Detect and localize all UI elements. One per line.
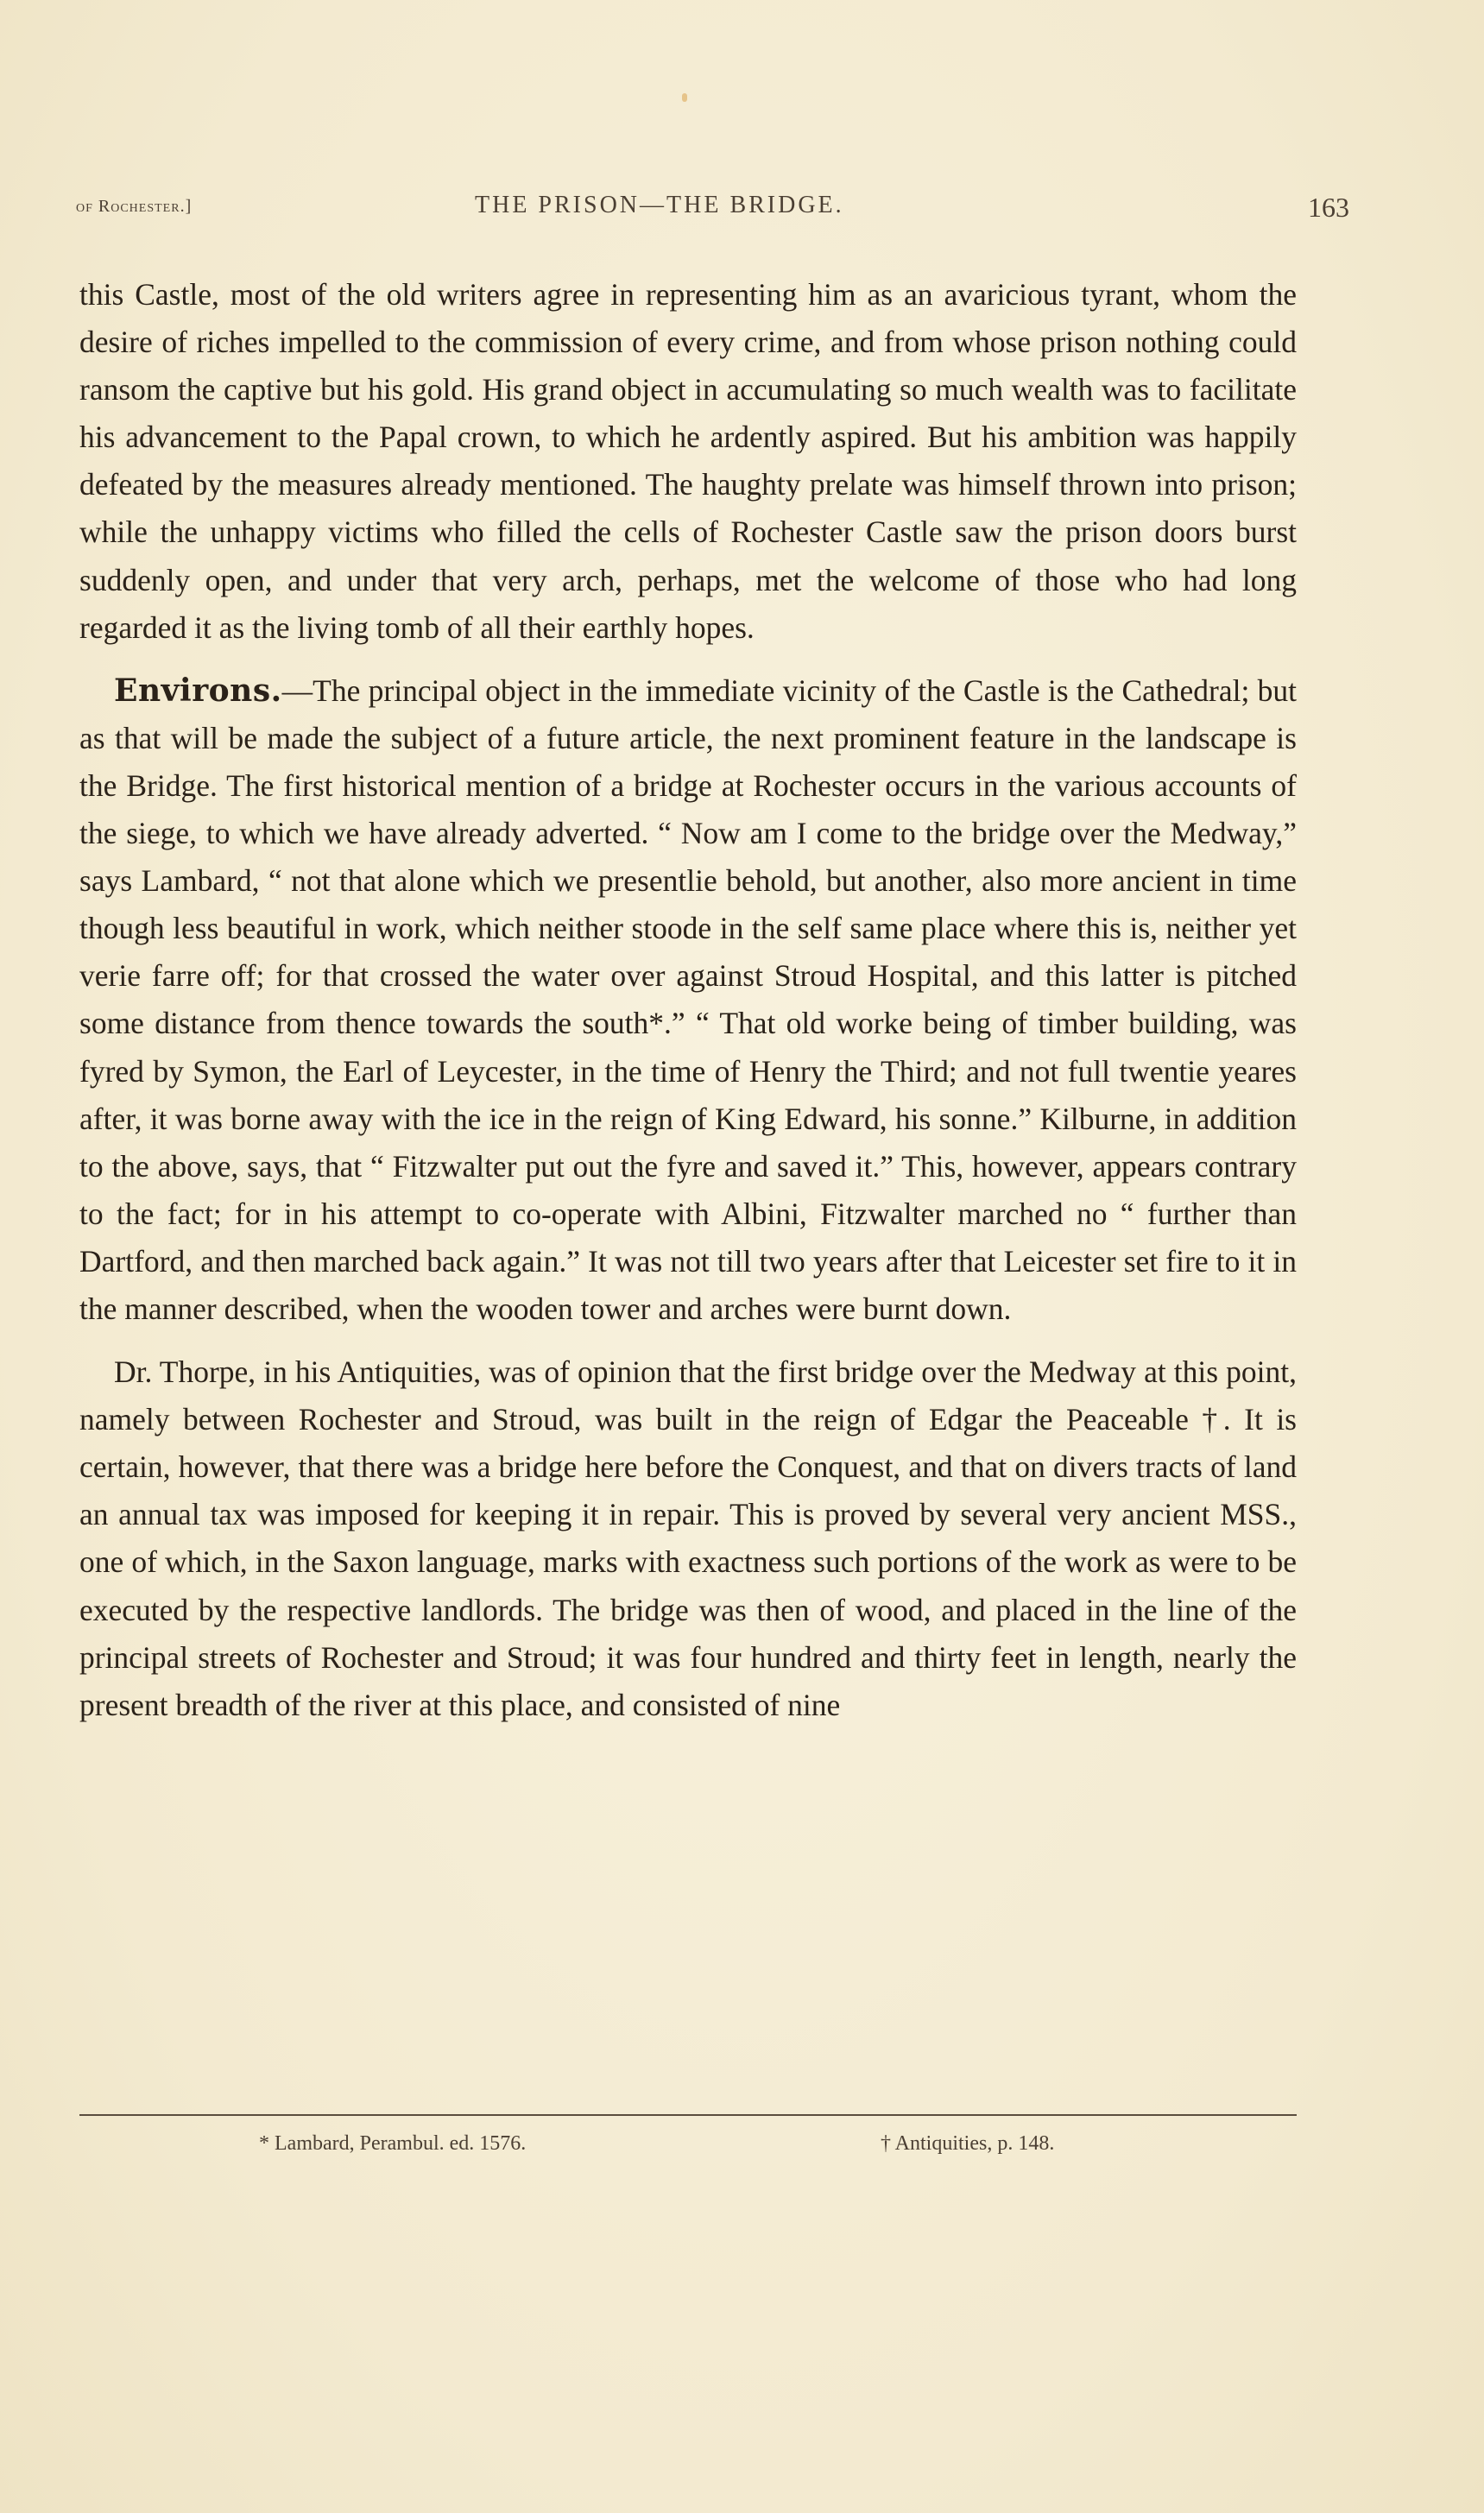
page-number: 163 [1308, 192, 1349, 223]
footnote-rule [79, 2114, 1297, 2116]
section-title-environs: Environs. [114, 672, 282, 709]
running-head-left: of Rochester.] [76, 197, 193, 216]
footnote-lambard: * Lambard, Perambul. ed. 1576. [259, 2132, 527, 2155]
ink-speck [682, 93, 687, 102]
paragraph-thorpe: Dr. Thorpe, in his Antiquities, was of opinion that the first bridge over the Medway at this point, namely between Rochester and Stroud, was built in the reign of Edgar the Peaceable †. It is certain, however, that there was a bridge here before the Conquest, and that on divers tracts of land an annual tax was imposed for keeping it in repair. This is proved by several very ancient MSS., one of which, in the Saxon language, marks with exactness such portions of the work as were to be executed by the respective landlords. The bridge was then of wood, and placed in the line of the principal streets of Rochester and Stroud; it was four hundred and thirty feet in length, nearly the present breadth of the river at this place, and consisted of nine [79, 1354, 1297, 1722]
paragraph-environs-text: —The principal object in the immediate vicinity of the Castle is the Cathedral; but as that will be made the subject of a future article, the next prominent feature in the landscape is the Bridge. The first historical mention of a bridge at Rochester occurs in the various accounts of the siege, to which we have already adverted. “ Now am I come to the bridge over the Medway,” says Lambard, “ not that alone which we presentlie behold, but another, also more ancient in time though less beautiful in work, which neither stoode in the self same place where this is, neither yet verie farre off; for that crossed the water over against Stroud Hospital, and this latter is pitched some distance from thence towards the south*.” “ That old worke being of timber building, was fyred by Symon, the Earl of Leycester, in the time of Henry the Third; and not full twentie yeares after, it was borne away with the ice in the reign of King Edward, his sonne.” Kilburne, in addition to the above, says, that “ Fitzwalter put out the fyre and saved it.” This, however, appears contrary to the fact; for in his attempt to co-operate with Albini, Fitzwalter marched no “ further than Dartford, and then marched back again.” It was not till two years after that Leicester set fire to it in the manner described, when the wooden tower and arches were burnt down. [79, 672, 1297, 1326]
paragraph-environs [79, 667, 1297, 1333]
running-head [76, 192, 1349, 226]
paragraph-castle: this Castle, most of the old writers agree in representing him as an avaricious tyrant, whom the desire of riches impelled to the commission of every crime, and from whose prison nothing could ransom the captive but his gold. His grand object in accumulating so much wealth was to facilitate his advancement to the Papal crown, to which he ardently aspired. But his ambition was happily defeated by the measures already mentioned. The haughty prelate was himself thrown into prison; while the unhappy victims who filled the cells of Rochester Castle saw the prison doors burst suddenly open, and under that very arch, perhaps, met the welcome of those who had long regarded it as the living tomb of all their earthly hopes. [79, 277, 1297, 645]
body-text [79, 271, 1297, 1745]
running-head-title: THE PRISON—THE BRIDGE. [475, 192, 844, 218]
footnote-antiquities: † Antiquities, p. 148. [881, 2132, 1055, 2155]
